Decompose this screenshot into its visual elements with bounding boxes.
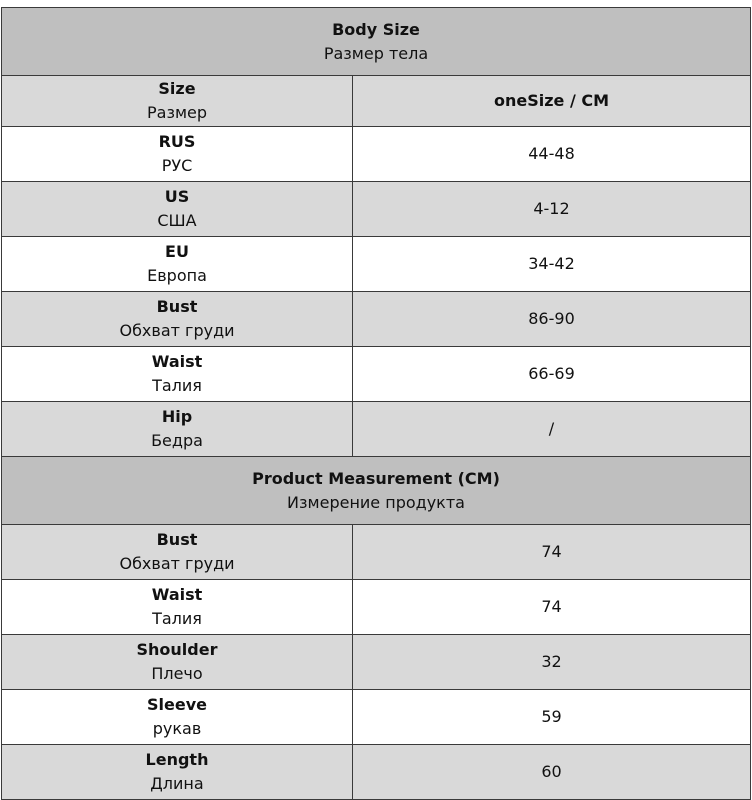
row-label-en: Shoulder [136,640,218,659]
row-label-ru: Талия [152,376,202,395]
row-label-cell [2,237,353,292]
table-row [2,347,751,402]
table-row [2,292,751,347]
table-row [2,580,751,635]
row-label-cell [2,635,353,690]
row-value-cell [353,347,751,402]
row-value: 44-48 [528,144,575,163]
row-value: 59 [541,707,562,726]
row-label-ru: США [157,211,197,230]
table-row [2,690,751,745]
table-row [2,182,751,237]
row-label-en: RUS [158,132,196,151]
row-label-ru: РУС [161,156,193,175]
row-label-cell [2,525,353,580]
row-value-cell [353,292,751,347]
table-row [2,745,751,800]
table-row [2,127,751,182]
row-value: 74 [541,542,562,561]
row-label-ru: Талия [152,609,202,628]
row-label-ru: Бедра [151,431,203,450]
size-column-header-row [2,76,751,127]
table-row [2,402,751,457]
row-value-cell [353,745,751,800]
size-label-ru: Размер [146,103,208,122]
row-value: 34-42 [528,254,575,273]
row-value-cell [353,690,751,745]
row-label-en: Waist [151,352,203,371]
table-row [2,237,751,292]
product-measurement-title-cell [2,457,751,525]
row-label-en: Waist [151,585,203,604]
row-label-en: EU [165,242,189,261]
table-row [2,635,751,690]
row-label-cell [2,292,353,347]
row-label-en: Hip [161,407,193,426]
row-label-en: Length [145,750,209,769]
row-value: 60 [541,762,562,781]
row-label-cell [2,347,353,402]
product-measurement-section-header [2,457,751,525]
row-label-en: US [164,187,190,206]
body-size-title-en: Body Size [332,19,420,39]
row-label-ru: Длина [150,774,204,793]
row-value-cell [353,237,751,292]
row-value: 74 [541,597,562,616]
body-size-section-header [2,8,751,76]
size-label-header-cell [2,76,353,127]
row-value: / [548,419,555,438]
row-value-cell [353,127,751,182]
row-value-cell [353,525,751,580]
row-value: 66-69 [528,364,575,383]
row-value: 4-12 [533,199,570,218]
row-label-cell [2,745,353,800]
row-label-en: Bust [156,530,198,549]
row-label-ru: Обхват груди [119,321,235,340]
row-label-ru: рукав [152,719,202,738]
product-measurement-title-en: Product Measurement (CM) [252,468,500,488]
row-label-cell [2,580,353,635]
size-chart-table [1,7,751,800]
row-value-cell [353,402,751,457]
row-label-cell [2,182,353,237]
product-measurement-title-ru: Измерение продукта [287,492,465,512]
row-label-ru: Обхват груди [119,554,235,573]
row-label-cell [2,402,353,457]
size-label-en: Size [158,79,196,98]
row-value-cell [353,580,751,635]
row-label-ru: Европа [147,266,207,285]
row-value: 86-90 [528,309,575,328]
row-value: 32 [541,652,562,671]
size-value-header-cell [353,76,751,127]
row-label-ru: Плечо [151,664,203,683]
row-value-cell [353,635,751,690]
size-value-header: oneSize / CM [493,91,610,110]
row-label-cell [2,690,353,745]
row-label-en: Sleeve [147,695,207,714]
table-row [2,525,751,580]
row-label-en: Bust [156,297,198,316]
row-label-cell [2,127,353,182]
body-size-title-cell [2,8,751,76]
body-size-title-ru: Размер тела [323,43,429,63]
row-value-cell [353,182,751,237]
